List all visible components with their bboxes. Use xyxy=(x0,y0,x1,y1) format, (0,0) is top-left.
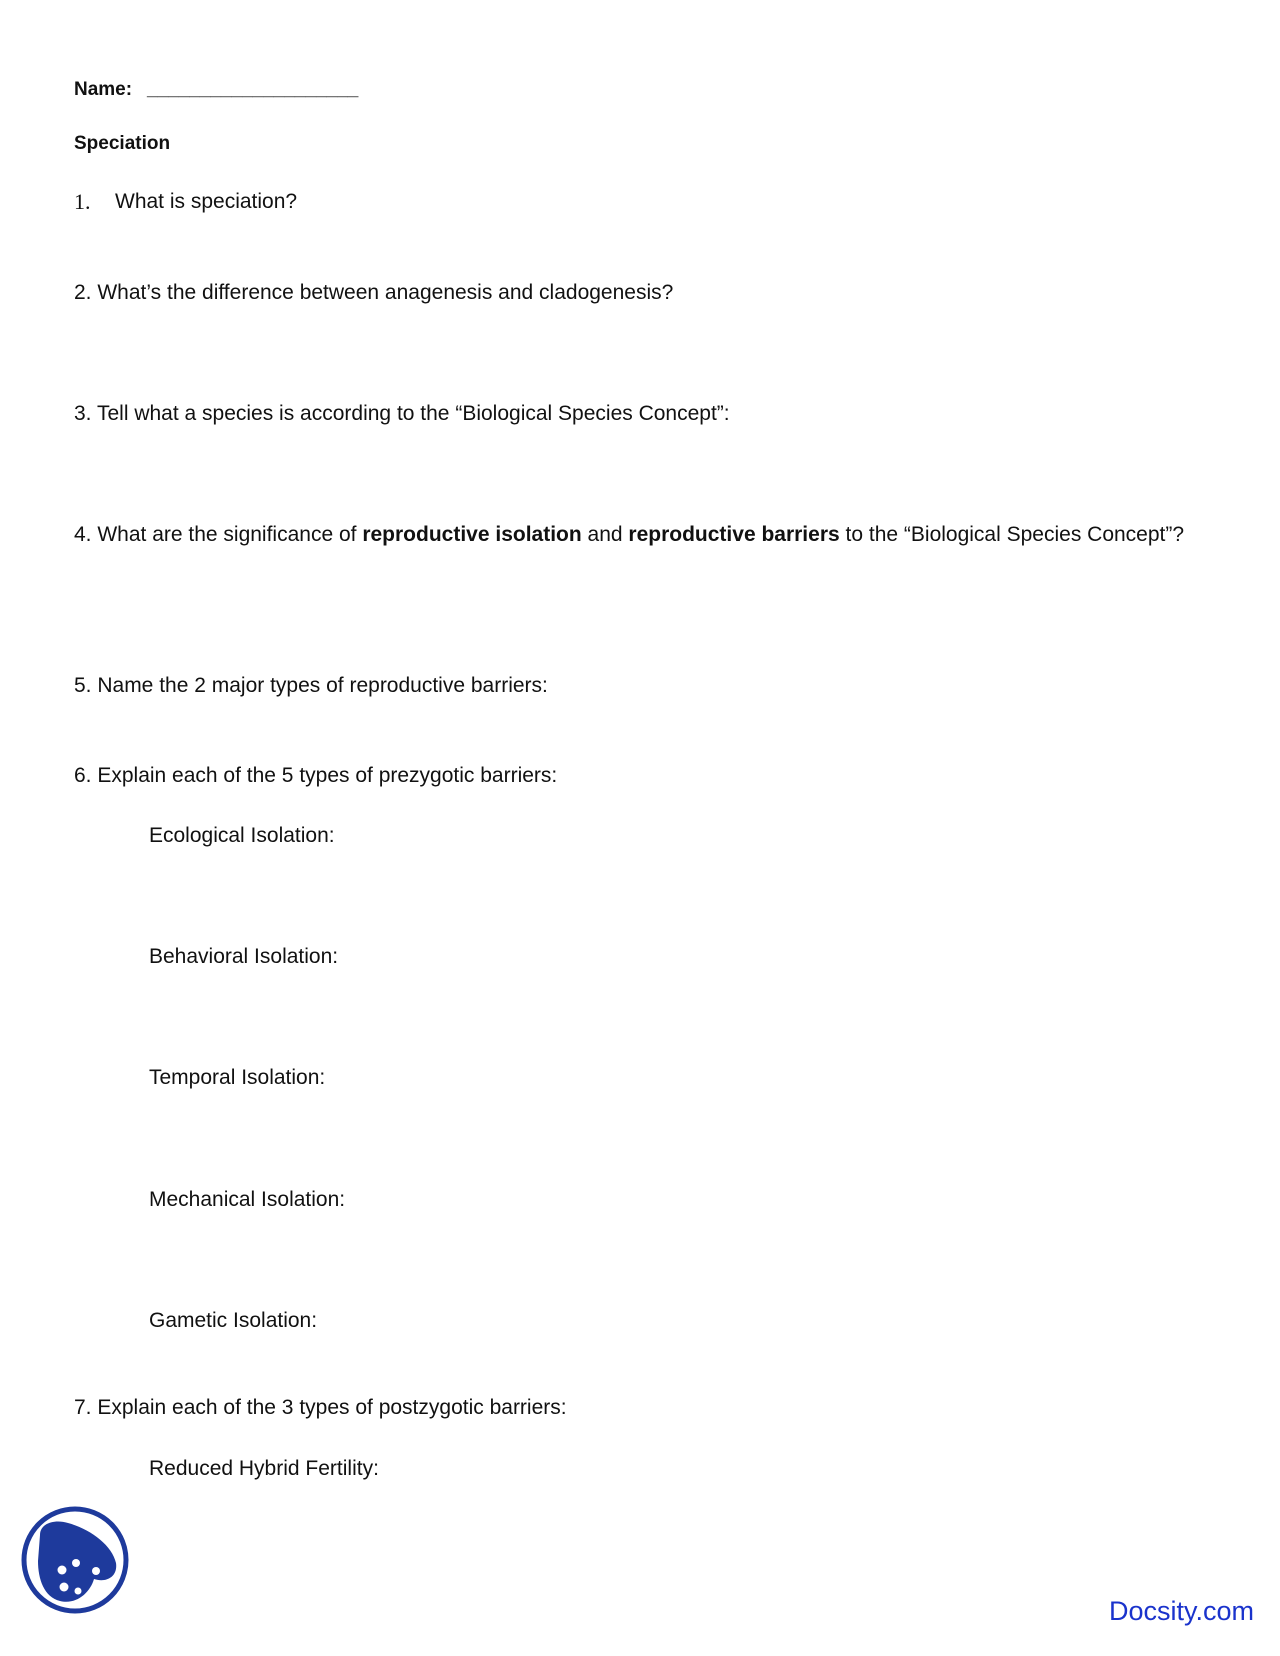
docsity-brand-link[interactable]: Docsity.com xyxy=(1108,1596,1254,1626)
prezygotic-item-behavioral: Behavioral Isolation: xyxy=(149,945,339,968)
question-4-bold-1: reproductive isolation xyxy=(362,523,582,546)
prezygotic-item-temporal: Temporal Isolation: xyxy=(149,1066,326,1089)
docsity-logo-icon xyxy=(20,1505,130,1615)
question-4-bold-2: reproductive barriers xyxy=(628,523,840,546)
question-4-part-3: to the “Biological Species Concept”? xyxy=(839,523,1185,546)
prezygotic-item-gametic: Gametic Isolation: xyxy=(149,1309,318,1332)
question-7-text: 7. Explain each of the 3 types of postzygotic barriers: xyxy=(74,1396,567,1419)
question-6-text: 6. Explain each of the 5 types of prezygotic barriers: xyxy=(74,764,558,787)
name-label: Name: xyxy=(74,79,133,100)
question-1-text: What is speciation? xyxy=(115,190,298,213)
prezygotic-item-mechanical: Mechanical Isolation: xyxy=(149,1188,346,1211)
question-3-text: 3. Tell what a species is according to the “Biological Species Concept”: xyxy=(74,402,730,425)
prezygotic-item-ecological: Ecological Isolation: xyxy=(149,824,335,847)
postzygotic-item-reduced-hybrid-fertility: Reduced Hybrid Fertility: xyxy=(149,1457,379,1480)
question-2-text: 2. What’s the difference between anagenesis and cladogenesis? xyxy=(74,281,674,304)
question-4-text xyxy=(74,519,1194,550)
name-blank-line: ____________________ xyxy=(147,79,359,100)
question-1-number: 1. xyxy=(74,189,91,214)
page-title: Speciation xyxy=(74,133,171,154)
question-4-part-2: and xyxy=(581,523,629,546)
question-4-part-1: 4. What are the significance of xyxy=(74,523,363,546)
question-5-text: 5. Name the 2 major types of reproductive barriers: xyxy=(74,674,548,697)
